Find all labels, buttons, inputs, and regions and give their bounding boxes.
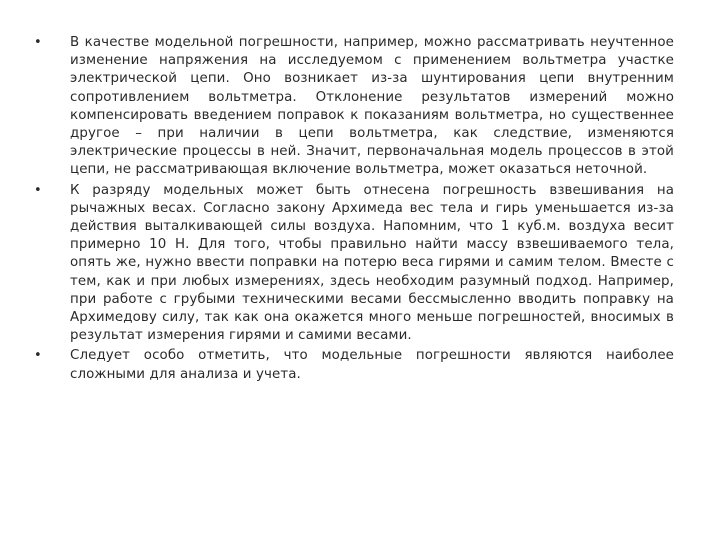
bullet-marker: • [34, 348, 42, 364]
bullet-text: Следует особо отметить, что модельные погрешности являются наиболее сложными для анализа и учета. [70, 348, 674, 382]
bullet-item-voltmeter [34, 34, 674, 180]
bullet-marker: • [34, 35, 42, 50]
bullet-item-conclusion [34, 347, 674, 383]
bullet-list [34, 34, 674, 386]
bullet-text: К разряду модельных может быть отнесена погрешность взвешивания на рычажных весах. Согласно закону Архимеда вес тела и гирь уменьшается из-за действия выталкивающей силы воздуха. Напомним, что 1 куб.м. воздуха весит примерно 10 Н. Для того, чтобы правильно найти массу взвешиваемого тела, опять же, нужно ввести поправки на потерю веса гирями и самим телом. Вместе с тем, как и при любых измерениях, здесь необходим разумный подход. Например, при работе с грубыми техническими весами бессмысленно вводить поправку на Архимедову силу, так как она окажется много меньше погрешностей, вносимых в результат измерения гирями и самими весами. [70, 182, 674, 344]
bullet-item-weighing [34, 182, 674, 346]
bullet-text: В качестве модельной погрешности, например, можно рассматривать неучтенное изменение напряжения на исследуемом с применением вольтметра участке электрической цепи. Оно возникает из-за шунтирования цепи внутренним сопротивлением вольтметра. Отклонение результатов измерений можно компенсировать введением поправок к показаниям вольтметра, но существеннее другое – при наличии в цепи вольтметра, как следствие, изменяются электрические процессы в ней. Значит, первоначальная модель процессов в этой цепи, не рассматривающая включение вольтметра, может оказаться неточной. [70, 35, 674, 178]
bullet-marker: • [34, 182, 42, 198]
